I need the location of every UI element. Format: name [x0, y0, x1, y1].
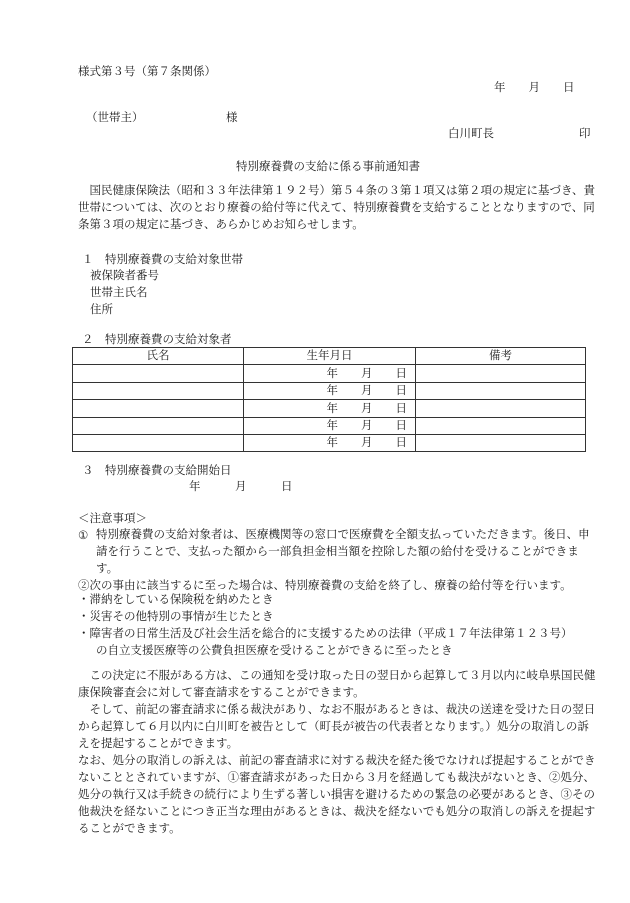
- cell-note: [416, 382, 586, 399]
- section2-heading: ２ 特別療養費の支給対象者: [82, 332, 232, 346]
- section3-heading: ３ 特別療養費の支給開始日: [82, 463, 232, 477]
- notes-heading: ＜注意事項＞: [78, 511, 147, 525]
- note-item-2: ②次の事由に該当するに至った場合は、特別療養費の支給を終了し、療養の給付等を行います。: [78, 578, 572, 592]
- document-title: 特別療養費の支給に係る事前通知書: [236, 159, 420, 173]
- note-item-1: 特別療養費の支給対象者は、医療機関等の窓口で医療費を全額支払っていただきます。後日、申請を行うことで、支払った額から一部負担金相当額を控除した額の給付を受けることができます。: [96, 527, 590, 575]
- cell-name: [73, 434, 244, 451]
- form-id: 様式第３号（第７条関係）: [78, 64, 216, 78]
- table-row: [73, 434, 586, 451]
- cell-name: [73, 382, 244, 399]
- seal-mark: 印: [579, 126, 591, 140]
- table-row: [73, 365, 586, 382]
- appeal-paragraph-1: この決定に不服がある方は、この通知を受け取った日の翌日から起算して３月以内に岐阜県国民健康保険審査会に対して審査請求をすることができます。: [78, 668, 596, 699]
- note-bullet-1: ・滞納をしている保険税を納めたとき: [78, 592, 274, 606]
- column-header-name: 氏名: [73, 348, 244, 365]
- issue-date: 年 月 日: [494, 80, 575, 94]
- cell-note: [416, 365, 586, 382]
- householder-label: （世帯主）: [86, 110, 144, 124]
- table-header-row: [73, 348, 586, 365]
- cell-note: [416, 417, 586, 434]
- field-householder-name: 世帯主氏名: [90, 285, 148, 299]
- table-row: [73, 417, 586, 434]
- intro-paragraph: 国民健康保険法（昭和３３年法律第１９２号）第５４条の３第１項又は第２項の規定に基づき、貴世帯については、次のとおり療養の給付等に代えて、特別療養費を支給することとなりますので、同条第３項の規定に基づき、あらかじめお知らせします。: [78, 183, 596, 231]
- field-insured-number: 被保険者番号: [90, 268, 159, 282]
- column-header-dob: 生年月日: [244, 348, 416, 365]
- note-bullet-3-cont: の自立支援医療等の公費負担医療を受けることができるに至ったとき: [96, 643, 453, 657]
- cell-name: [73, 400, 244, 417]
- cell-dob: 年 月 日: [244, 382, 416, 399]
- cell-name: [73, 417, 244, 434]
- cell-dob: 年 月 日: [244, 365, 416, 382]
- note-bullet-2: ・災害その他特別の事情が生じたとき: [78, 609, 274, 623]
- issuer-name: 白川町長: [448, 126, 494, 140]
- cell-dob: 年 月 日: [244, 400, 416, 417]
- start-date: 年 月 日: [189, 479, 293, 493]
- section1-heading: １ 特別療養費の支給対象世帯: [82, 252, 243, 266]
- cell-dob: 年 月 日: [244, 434, 416, 451]
- appeal-paragraph-3: なお、処分の取消しの訴えは、前記の審査請求に対する裁決を経た後でなければ提起することができないこととされていますが、①審査請求があった日から３月を経過しても裁決がないとき、②処分、処分の執行又は手続きの続行により生ずる著しい損害を避けるための緊急の必要があるとき、③その他裁決を経ないことにつき正当な理由があるときは、裁決を経ないでも処分の取消しの訴えを提起することができます。: [78, 753, 596, 835]
- cell-note: [416, 434, 586, 451]
- table-row: [73, 400, 586, 417]
- table-row: [73, 382, 586, 399]
- note-bullet-3: ・障害者の日常生活及び社会生活を総合的に支援するための法律（平成１７年法律第１２３号）: [78, 626, 573, 640]
- field-address: 住所: [90, 302, 113, 316]
- targets-table: [72, 347, 586, 452]
- cell-dob: 年 月 日: [244, 417, 416, 434]
- cell-note: [416, 400, 586, 417]
- honorific: 様: [226, 110, 238, 124]
- note1-marker: ①: [78, 528, 89, 542]
- column-header-note: 備考: [416, 348, 586, 365]
- appeal-paragraph-2: そして、前記の審査請求に係る裁決があり、なお不服があるときは、裁決の送達を受けた日の翌日から起算して６月以内に白川町を被告として（町長が被告の代表者となります。）処分の取消しの訴えを提起することができます。: [78, 702, 596, 750]
- cell-name: [73, 365, 244, 382]
